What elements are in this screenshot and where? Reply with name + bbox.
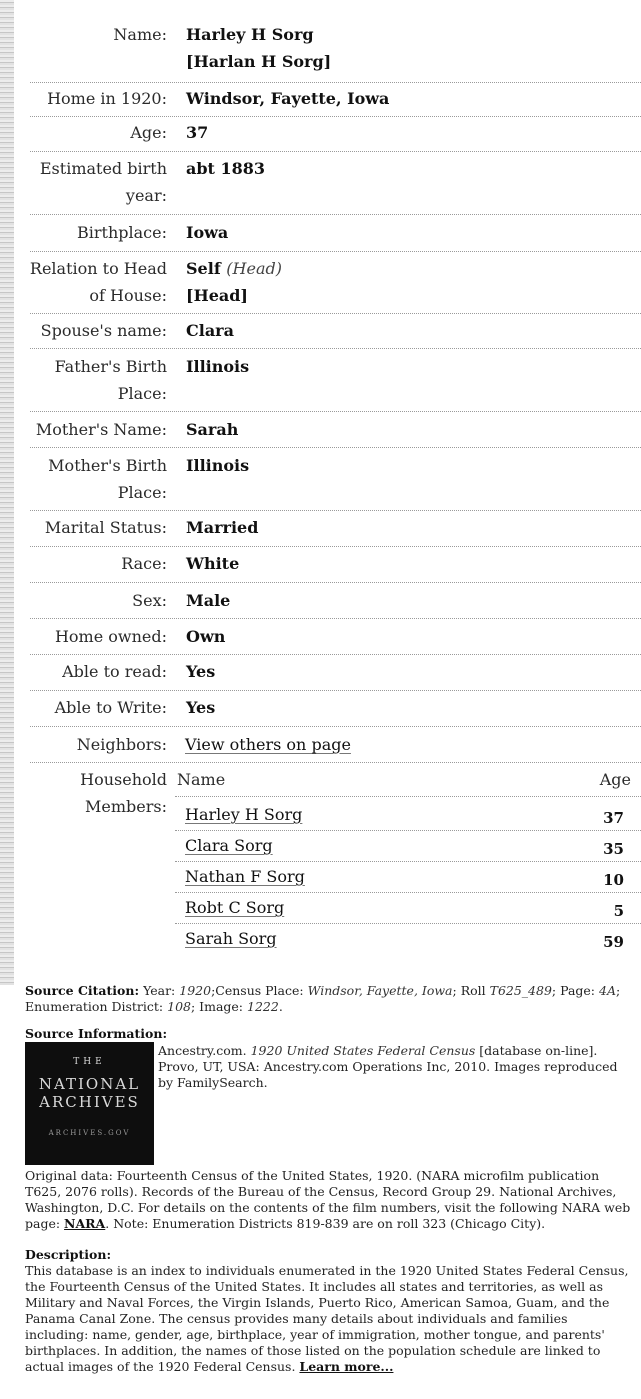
household-member-age: 37 — [603, 809, 624, 827]
row-separator — [30, 214, 641, 215]
field-value-relation-alt: [Head] — [186, 286, 248, 305]
household-member-age: 10 — [603, 871, 624, 889]
row-separator — [30, 690, 641, 691]
field-value-home: Windsor, Fayette, Iowa — [186, 89, 390, 108]
field-value-age: 37 — [186, 123, 209, 142]
household-member-link[interactable]: Clara Sorg — [185, 836, 273, 855]
field-label-able-to-read: Able to read: — [62, 662, 167, 681]
citation-district: 108 — [167, 999, 191, 1014]
logo-line: THE — [73, 1057, 106, 1067]
relation-value: Self — [186, 259, 221, 278]
citation-text: ; Image: — [190, 999, 247, 1014]
field-value-mother-birthplace: Illinois — [186, 456, 250, 475]
relation-note: (Head) — [226, 259, 282, 278]
field-value-able-to-read: Yes — [186, 662, 216, 681]
citation-text: ; Page: — [551, 983, 599, 998]
household-member-age: 59 — [603, 933, 624, 951]
row-separator — [30, 510, 641, 511]
household-member-link[interactable]: Nathan F Sorg — [185, 867, 305, 886]
row-separator — [30, 582, 641, 583]
source-info-title: 1920 United States Federal Census — [250, 1043, 476, 1058]
row-separator — [30, 618, 641, 619]
row-separator — [30, 726, 641, 727]
field-value-sex: Male — [186, 591, 231, 610]
field-value-spouse: Clara — [186, 321, 234, 340]
field-label-spouse: Spouse's name: — [40, 321, 167, 340]
row-separator — [30, 348, 641, 349]
field-label-name: Name: — [113, 25, 167, 44]
nara-link[interactable]: NARA — [64, 1216, 106, 1231]
source-info-text: [database on-line]. Provo, UT, USA: Ancestry.com Operations Inc, 2010. Images reproduced by FamilySearch. — [158, 1043, 618, 1090]
description-text: This database is an index to individuals enumerated in the 1920 United States Federal Census, the Fourteenth Census of the United States. It includes all states and territories, as well as Military and Naval Forces, the Virgin Islands, Puerto Rico, American Samoa, Guam, and the Panama Canal Zone. The census provides many details about individuals and families including: name, gender, age, birthplace, year of immigration, mother tongue, and parents' birthplaces. In addition, the names of those listed on the population schedule are linked to actual images of the 1920 Federal Census. — [25, 1263, 629, 1374]
field-value-father-birthplace: Illinois — [186, 357, 250, 376]
logo-line: NATIONAL — [38, 1075, 141, 1093]
description — [25, 1263, 631, 1375]
household-member-link[interactable]: Harley H Sorg — [185, 805, 303, 824]
field-label-able-to-write: Able to Write: — [54, 698, 167, 717]
source-information-text — [158, 1043, 628, 1091]
description-label: Description: — [25, 1247, 112, 1262]
field-label-home-owned: Home owned: — [54, 627, 167, 646]
citation-roll: T625_489 — [489, 983, 552, 998]
household-member-link[interactable]: Robt C Sorg — [185, 898, 285, 917]
field-label-home: Home in 1920: — [47, 89, 167, 108]
field-label-race: Race: — [121, 554, 167, 573]
citation-text: ; Roll — [452, 983, 490, 998]
row-separator — [175, 923, 641, 924]
household-member-age: 5 — [613, 902, 624, 920]
description-heading — [25, 1247, 631, 1263]
row-separator — [30, 546, 641, 547]
field-label-father-birthplace: Father's Birth Place: — [54, 357, 167, 403]
row-separator — [30, 116, 641, 117]
citation-text: Year: — [139, 983, 180, 998]
field-value-race: White — [186, 554, 240, 573]
field-value-relation — [186, 255, 282, 282]
table-header-separator — [175, 796, 641, 797]
citation-text: . — [278, 999, 283, 1014]
field-label-neighbors: Neighbors: — [76, 735, 167, 754]
field-value-name-alt: [Harlan H Sorg] — [186, 52, 332, 71]
source-information-label: Source Information: — [25, 1026, 168, 1041]
logo-line: ARCHIVES — [39, 1093, 140, 1111]
field-label-mother-birthplace: Mother's Birth Place: — [48, 456, 167, 502]
source-info-text: Ancestry.com. — [158, 1043, 251, 1058]
learn-more-link[interactable]: Learn more... — [299, 1359, 394, 1374]
row-separator — [30, 82, 641, 83]
field-value-able-to-write: Yes — [186, 698, 216, 717]
original-data-text: . Note: Enumeration Districts 819-839 are on roll 323 (Chicago City). — [105, 1216, 546, 1231]
row-separator — [30, 313, 641, 314]
row-separator — [175, 892, 641, 893]
source-citation — [25, 983, 631, 1015]
field-value-birthplace: Iowa — [186, 223, 229, 242]
national-archives-logo — [25, 1042, 154, 1165]
citation-text: ;Census Place: — [211, 983, 308, 998]
row-separator — [30, 411, 641, 412]
original-data-text: Original data: Fourteenth Census of the United States, 1920. (NARA microfilm publication T625, 2076 rolls). Records of the Bureau of the Census, Record Group 29. National Archives, Washington, D.C. For details on the contents of the film numbers, visit the following NARA web page: — [25, 1168, 631, 1231]
logo-line: ARCHIVES.GOV — [48, 1129, 131, 1137]
row-separator — [30, 447, 641, 448]
row-separator — [30, 251, 641, 252]
field-label-marital-status: Marital Status: — [44, 518, 167, 537]
field-label-birthplace: Birthplace: — [77, 223, 167, 242]
field-value-mother-name: Sarah — [186, 420, 239, 439]
field-value-marital-status: Married — [186, 518, 259, 537]
row-separator — [30, 654, 641, 655]
household-col-age: Age — [599, 770, 631, 789]
citation-year: 1920 — [179, 983, 212, 998]
field-label-mother-name: Mother's Name: — [35, 420, 167, 439]
source-information-heading — [25, 1026, 631, 1042]
household-col-name: Name — [177, 770, 226, 789]
row-separator — [175, 830, 641, 831]
field-label-household: Household Members: — [80, 770, 167, 816]
household-member-age: 35 — [603, 840, 624, 858]
household-member-link[interactable]: Sarah Sorg — [185, 929, 277, 948]
source-citation-label: Source Citation: — [25, 983, 140, 998]
row-separator — [175, 861, 641, 862]
field-value-birth-year: abt 1883 — [186, 159, 266, 178]
field-label-birth-year: Estimated birth year: — [39, 159, 167, 205]
field-label-age: Age: — [130, 123, 167, 142]
view-neighbors-link[interactable]: View others on page — [185, 735, 351, 754]
field-label-sex: Sex: — [132, 591, 167, 610]
field-label-relation: Relation to Head of House: — [29, 259, 167, 305]
citation-place: Windsor, Fayette, Iowa — [307, 983, 453, 998]
field-value-home-owned: Own — [186, 627, 226, 646]
citation-page: 4A — [599, 983, 616, 998]
citation-text: ; Enumeration District: — [25, 983, 621, 1014]
row-separator — [30, 762, 641, 763]
original-data — [25, 1168, 631, 1232]
row-separator — [30, 151, 641, 152]
scan-edge — [0, 0, 14, 985]
field-value-name: Harley H Sorg — [186, 25, 314, 44]
citation-image: 1222 — [247, 999, 279, 1014]
